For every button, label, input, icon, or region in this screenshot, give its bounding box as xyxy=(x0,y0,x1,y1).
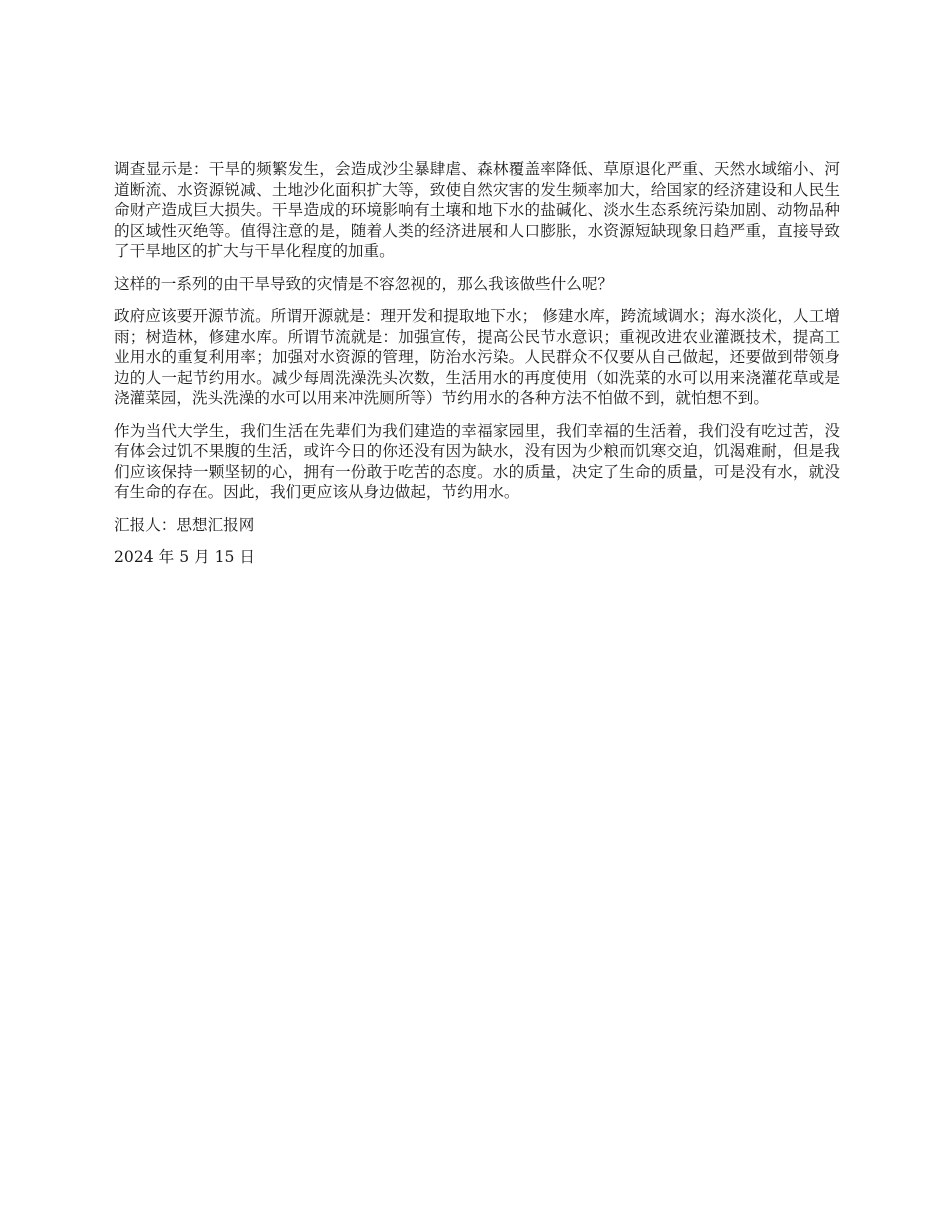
paragraph-students: 作为当代大学生，我们生活在先辈们为我们建造的幸福家园里，我们幸福的生活着，我们没有吃过苦，没有体会过饥不果腹的生活，或许今日的你还没有因为缺水，没有因为少粮而饥寒交迫，饥渴难耐，但是我们应该保持一颗坚韧的心，拥有一份敢于吃苦的态度。水的质量，决定了生命的质量，可是没有水，就没有生命的存在。因此，我们更应该从身边做起，节约用水。 xyxy=(114,421,840,501)
document-body xyxy=(114,159,840,580)
date-line: 2024 年 5 月 15 日 xyxy=(114,548,256,566)
reporter-line: 汇报人：思想汇报网 xyxy=(114,515,255,534)
paragraph-drought-survey: 调查显示是：干旱的频繁发生，会造成沙尘暴肆虐、森林覆盖率降低、草原退化严重、天然水域缩小、河道断流、水资源锐减、土地沙化面积扩大等，致使自然灾害的发生频率加大，给国家的经济建设和人民生命财产造成巨大损失。干旱造成的环境影响有土壤和地下水的盐碱化、淡水生态系统污染加剧、动物品种的区域性灭绝等。值得注意的是，随着人类的经济进展和人口膨胀，水资源短缺现象日趋严重，直接导致了干旱地区的扩大与干旱化程度的加重。 xyxy=(114,160,840,260)
paragraph-government-measures: 政府应该要开源节流。所谓开源就是：理开发和提取地下水； 修建水库，跨流域调水；海水淡化，人工增雨；树造林，修建水库。所谓节流就是：加强宣传，提高公民节水意识；重视改进农业灌溉技术，提高工业用水的重复利用率；加强对水资源的管理，防治水污染。人民群众不仅要从自己做起，还要做到带领身边的人一起节约用水。减少每周洗澡洗头次数，生活用水的再度使用（如洗菜的水可以用来浇灌花草或是浇灌菜园，洗头洗澡的水可以用来冲洗厕所等）节约用水的各种方法不怕做不到，就怕想不到。 xyxy=(114,307,840,407)
paragraph-question: 这样的一系列的由干旱导致的灾情是不容忽视的，那么我该做些什么呢？ xyxy=(114,274,614,293)
